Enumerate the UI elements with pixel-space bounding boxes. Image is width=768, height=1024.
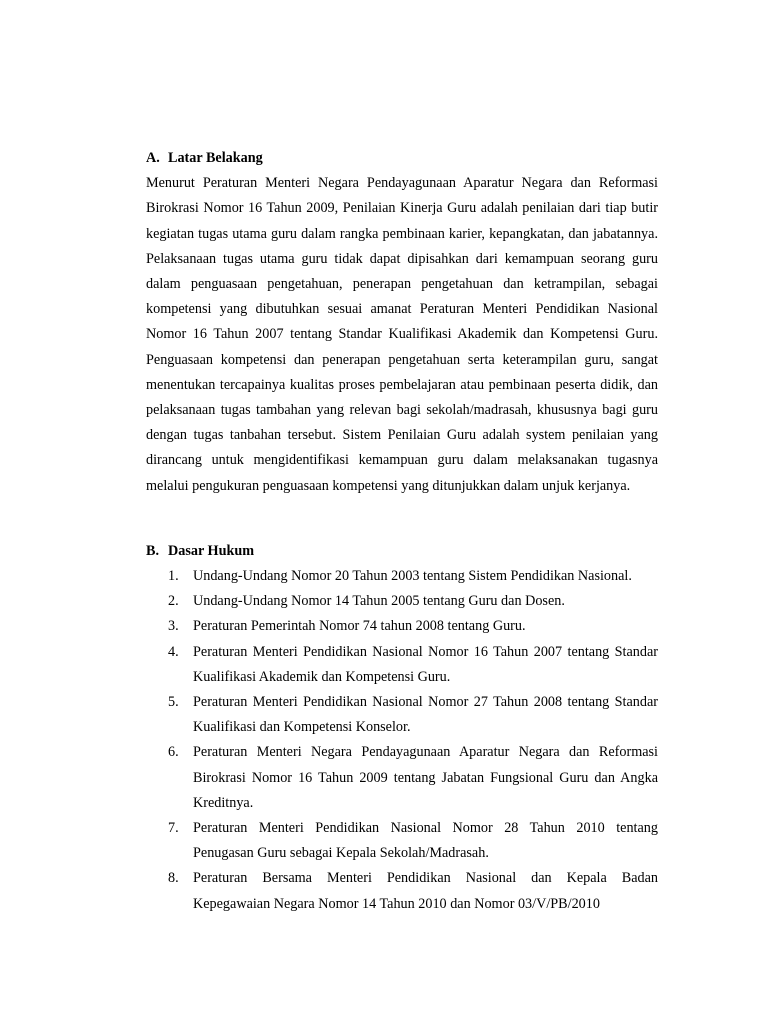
list-item-text: Peraturan Menteri Pendidikan Nasional Nomor 16 Tahun 2007 tentang Standar Kualifikasi Akademik dan Kompetensi Guru. bbox=[193, 643, 658, 685]
section-a-letter: A. bbox=[146, 150, 160, 166]
list-item bbox=[146, 564, 658, 589]
list-item-text: Undang-Undang Nomor 20 Tahun 2003 tentang Sistem Pendidikan Nasional. bbox=[193, 568, 632, 585]
list-item-text: Peraturan Menteri Pendidikan Nasional Nomor 27 Tahun 2008 tentang Standar Kualifikasi dan Kompetensi Konselor. bbox=[193, 694, 658, 736]
list-item bbox=[146, 740, 658, 816]
list-item-number: 3. bbox=[168, 618, 179, 635]
list-item-number: 2. bbox=[168, 593, 179, 610]
section-spacer bbox=[146, 499, 658, 539]
list-item bbox=[146, 690, 658, 740]
list-item bbox=[146, 866, 658, 916]
list-item-number: 6. bbox=[168, 744, 179, 761]
section-a-heading bbox=[146, 146, 658, 171]
section-b-letter: B. bbox=[146, 542, 160, 559]
list-item bbox=[146, 816, 658, 866]
list-item-text: Peraturan Pemerintah Nomor 74 tahun 2008 tentang Guru. bbox=[193, 618, 526, 635]
legal-basis-list bbox=[146, 564, 658, 917]
list-item bbox=[146, 614, 658, 639]
list-item-number: 4. bbox=[168, 643, 179, 660]
section-b-heading bbox=[146, 539, 658, 564]
list-item-text: Peraturan Menteri Negara Pendayagunaan Aparatur Negara dan Reformasi Birokrasi Nomor 16 Tahun 2009 tentang Jabatan Fungsional Guru dan Angka Kreditnya. bbox=[193, 744, 658, 811]
list-item-text: Peraturan Menteri Pendidikan Nasional Nomor 28 Tahun 2010 tentang Penugasan Guru sebagai Kepala Sekolah/Madrasah. bbox=[193, 820, 658, 862]
list-item-number: 7. bbox=[168, 820, 179, 837]
list-item-number: 1. bbox=[168, 568, 179, 585]
list-item-number: 5. bbox=[168, 694, 179, 711]
section-a-title: Latar Belakang bbox=[168, 150, 263, 166]
list-item bbox=[146, 640, 658, 690]
list-item-text: Peraturan Bersama Menteri Pendidikan Nasional dan Kepala Badan Kepegawaian Negara Nomor 14 Tahun 2010 dan Nomor 03/V/PB/2010 bbox=[193, 870, 658, 912]
list-item-number: 8. bbox=[168, 870, 179, 887]
section-a-paragraph: Menurut Peraturan Menteri Negara Pendayagunaan Aparatur Negara dan Reformasi Birokrasi Nomor 16 Tahun 2009, Penilaian Kinerja Guru adalah penilaian dari tiap butir kegiatan tugas utama guru dalam rangka pembinaan karier, kepangkatan, dan jabatannya. Pelaksanaan tugas utama guru tidak dapat dipisahkan dari kemampuan seorang guru dalam penguasaan pengetahuan, penerapan pengetahuan dan ketrampilan, sebagai kompetensi yang dibutuhkan sesuai amanat Peraturan Menteri Pendidikan Nasional Nomor 16 Tahun 2007 tentang Standar Kualifikasi Akademik dan Kompetensi Guru. Penguasaan kompetensi dan penerapan pengetahuan serta keterampilan guru, sangat menentukan tercapainya kualitas proses pembelajaran atau pembinaan peserta didik, dan pelaksanaan tugas tambahan yang relevan bagi sekolah/madrasah, khususnya bagi guru dengan tugas tanbahan tersebut. Sistem Penilaian Guru adalah system penilaian yang dirancang untuk mengidentifikasi kemampuan guru dalam melaksanakan tugasnya melalui pengukuran penguasaan kompetensi yang ditunjukkan dalam unjuk kerjanya. bbox=[146, 175, 658, 494]
list-item bbox=[146, 589, 658, 614]
section-b-title: Dasar Hukum bbox=[168, 542, 255, 559]
document-page bbox=[146, 146, 658, 917]
list-item-text: Undang-Undang Nomor 14 Tahun 2005 tentang Guru dan Dosen. bbox=[193, 593, 565, 610]
